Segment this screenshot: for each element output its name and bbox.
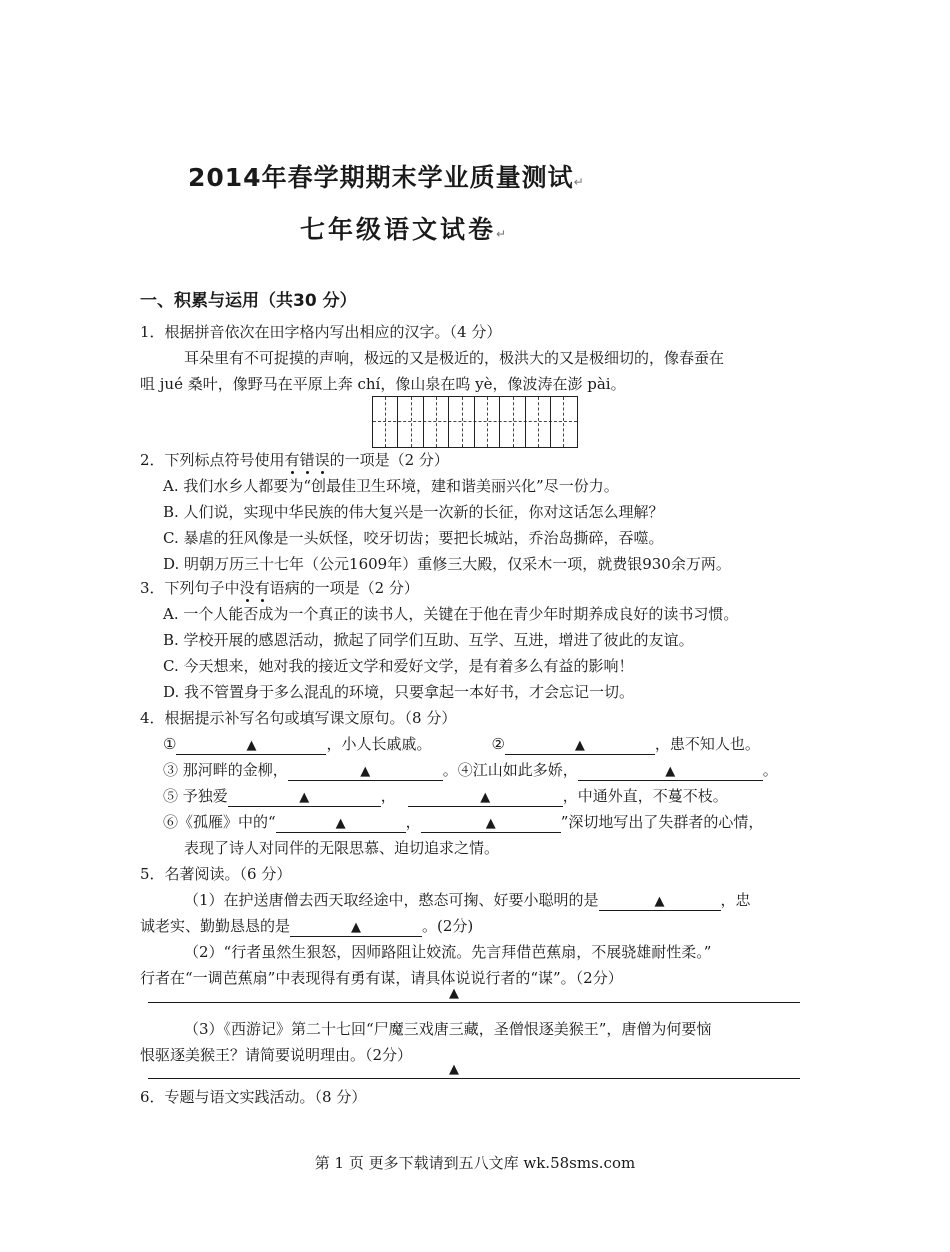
q6-stem: 6．专题与语文实践活动。（8 分） <box>140 1088 367 1106</box>
q4-line3: ⑤ 予独爱 ▲ ， ▲ ，中通外直，不蔓不枝。 <box>163 787 728 805</box>
q2-option-b[interactable]: B. 人们说，实现中华民族的伟大复兴是一次新的长征，你对这话怎么理解？ <box>163 503 664 521</box>
q4-line4: ⑥《孤雁》中的“ ▲ ， ▲ ”深切地写出了失群者的心情， <box>163 813 764 831</box>
answer-line[interactable] <box>148 1078 800 1079</box>
q3-option-d[interactable]: D. 我不管置身于多么混乱的环境，只要拿起一本好书，才会忘记一切。 <box>163 683 635 701</box>
q5-sub1-line2: 诚老实、勤勤恳恳的是 ▲ 。(2分) <box>140 917 474 935</box>
q1-passage-line2: 咀 jué 桑叶，像野马在平原上奔 chí，像山泉在呜 yè，像波涛在澎 pài。 <box>140 375 626 393</box>
q4-line1: ① ▲ ，小人长戚戚。 ② ▲ ，患不知人也。 <box>163 735 760 753</box>
return-mark-icon: ↵ <box>573 175 585 189</box>
q1-passage-line1: 耳朵里有不可捉摸的声响，极远的又是极近的，极洪大的又是极细切的，像春蚕在 <box>184 349 725 367</box>
answer-blank[interactable]: ▲ <box>578 762 763 781</box>
q2-stem: 2．下列标点符号使用有错误的一项是（2 分） <box>140 451 449 469</box>
q2-option-d[interactable]: D. 明朝万历三十七年（公元1609年）重修三大殿，仅采木一项，就费银930余万两。 <box>163 555 731 573</box>
q2-option-a[interactable]: A. 我们水乡人都要为“创最佳卫生环境，建和谐美丽兴化”尽一份力。 <box>163 477 619 495</box>
answer-blank[interactable]: ▲ <box>288 762 443 781</box>
q3-option-c[interactable]: C. 今天想来，她对我的接近文学和爱好文学，是有着多么有益的影响！ <box>163 657 634 675</box>
q4-line2: ③ 那河畔的金柳， ▲ 。④江山如此多娇， ▲ 。 <box>163 761 778 779</box>
answer-marker-icon: ▲ <box>449 1062 459 1077</box>
q2-option-c[interactable]: C. 暴虐的狂风像是一头妖怪，咬牙切齿；要把长城站，乔治岛撕碎，吞噬。 <box>163 529 664 547</box>
section-title: 一、积累与运用（共30 分） <box>140 291 357 311</box>
q5-sub3-line2: 恨驱逐美猴王？请简要说明理由。（2分） <box>140 1046 413 1064</box>
answer-blank[interactable]: ▲ <box>290 918 422 937</box>
answer-blank[interactable]: ▲ <box>505 736 655 755</box>
answer-blank[interactable]: ▲ <box>276 814 406 833</box>
answer-line[interactable] <box>148 1002 800 1003</box>
q2-emphasis: 有错误 <box>284 451 330 469</box>
answer-blank[interactable]: ▲ <box>421 814 561 833</box>
q4-line5: 表现了诗人对同伴的无限思慕、迫切追求之情。 <box>184 839 500 857</box>
answer-marker-icon: ▲ <box>449 986 459 1001</box>
q5-sub2-line1: （2）“行者虽然生狠怒，因师路阻让姣流。先言拜借芭蕉扇，不展骁雄耐性柔。” <box>184 943 712 961</box>
q4-stem: 4．根据提示补写名句或填写课文原句。（8 分） <box>140 709 457 727</box>
q3-emphasis: 没有 <box>239 579 270 597</box>
answer-blank[interactable]: ▲ <box>408 788 563 807</box>
exam-title-line1: 2014年春学期期末学业质量测试↵ <box>188 163 585 192</box>
q5-sub1-line1: （1）在护送唐僧去西天取经途中，憨态可掬、好要小聪明的是 ▲ ，忠 <box>184 891 751 909</box>
tianzige-grid[interactable] <box>372 396 578 448</box>
exam-title-line2: 七年级语文试卷↵ <box>300 215 510 244</box>
q3-option-a[interactable]: A. 一个人能否成为一个真正的读书人，关键在于他在青少年时期养成良好的读书习惯。 <box>163 605 739 623</box>
page-footer: 第 1 页 更多下载请到五八文库 wk.58sms.com <box>314 1154 636 1172</box>
q1-stem: 1．根据拼音依次在田字格内写出相应的汉字。（4 分） <box>140 323 502 341</box>
return-mark-icon: ↵ <box>496 227 510 241</box>
q5-stem: 5．名著阅读。（6 分） <box>140 865 292 883</box>
answer-blank[interactable]: ▲ <box>599 892 721 911</box>
q5-sub3-line1: （3）《西游记》第二十七回“尸魔三戏唐三藏，圣僧恨逐美猴王”，唐僧为何要恼 <box>184 1020 712 1038</box>
answer-blank[interactable]: ▲ <box>228 788 381 807</box>
q5-sub2-line2: 行者在“一调芭蕉扇”中表现得有勇有谋，请具体说说行者的“谋”。（2分） <box>140 969 623 987</box>
answer-blank[interactable]: ▲ <box>176 736 326 755</box>
q3-stem: 3．下列句子中没有语病的一项是（2 分） <box>140 579 419 597</box>
q3-option-b[interactable]: B. 学校开展的感恩活动，掀起了同学们互助、互学、互进，增进了彼此的友谊。 <box>163 631 694 649</box>
